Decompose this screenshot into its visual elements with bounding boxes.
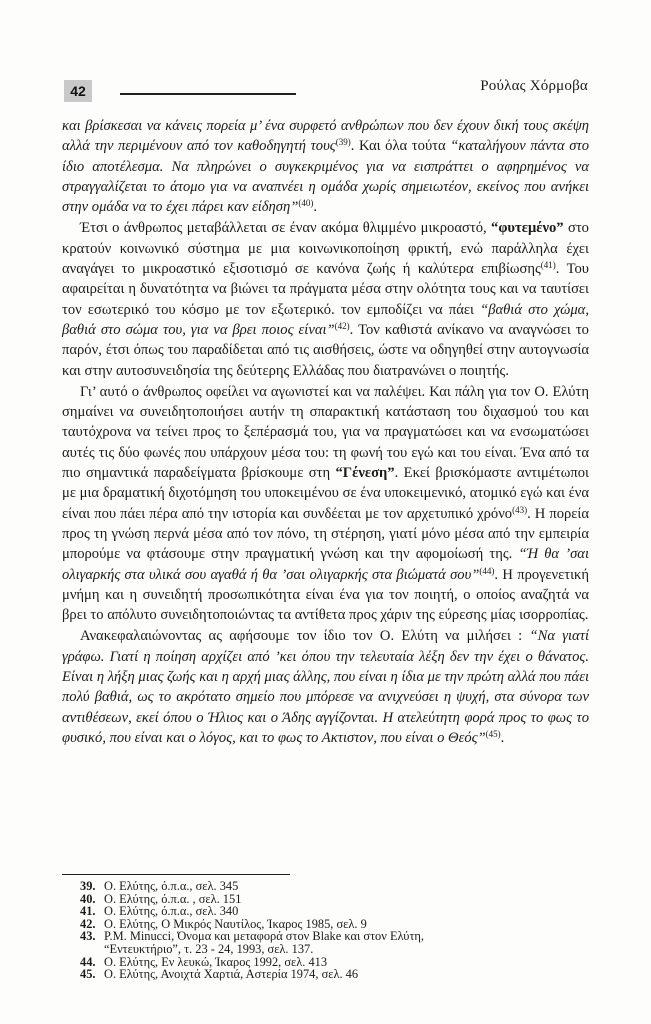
footnote-number: 44. <box>80 954 96 969</box>
quote-text: “Ή θα ’σαι ολιγαρκής στα υλικά σου αγαθά ή θα ’σαι ολιγαρκής στα βιώματά σου” <box>62 546 589 583</box>
body-run: . Η πορεία προς τη γνώση περνά μέσα από τον πόνο, τη στέρηση, γιατί μόνο μέσα από την εμπειρία μπορούμε να φτάσουμε στην πραγματική γνώση και την αφομοίωσή της. <box>62 505 589 563</box>
footnote-number: 42. <box>80 916 96 931</box>
body-run: . Η προγενετική μνήμη και η συνειδητή προσωπικότητα είναι ένα για τον ποιητή, ο οποίος αναζητά να βρει το απόλυτο συνειδητοποιώντας τα αντίθετα προς χάριν της εύρεσης μίας ισορροπίας. <box>62 566 589 624</box>
body-run: . <box>313 199 317 216</box>
footnote-ref: (39) <box>335 137 351 148</box>
body-run: . Του αφαιρείται η δυνατότητα να βιώνει τα πράγματα μέσα στην ολότητα τους και να ταυτίσει τον εσωτερικό του κόσμο με τον εξωτερικό. τον εμποδίζει να πάει <box>62 261 589 318</box>
running-head: Ρούλας Χόρμοβα <box>480 78 588 94</box>
emphasis-text: “Γένεση” <box>335 465 395 482</box>
footnote <box>80 968 580 981</box>
footnote <box>80 930 580 955</box>
footnote <box>80 905 580 918</box>
footnote-ref: (45) <box>485 728 501 739</box>
body-run: στο κρατούν κοινωνικό σύστημα με μια κοινωνικοποίηση φρικτή, ενώ παράλληλα έχει αναγάγει το μικροαστικό εξισοτισμό σε κανόνα ζωής ή καλύτερα επιβίωσης <box>62 220 589 278</box>
emphasis-text: “φυτεμένο” <box>491 220 564 237</box>
footnote-ref: (40) <box>298 198 314 209</box>
footnote-text: Ο. Ελύτης, ό.π.α., σελ. 345 <box>104 879 239 893</box>
quote-text: “καταλήγουν πάντα στο ίδιο αποτέλεσμα. Να πληρώνει ο συγκεκριμένος για να εισπράττει ο αφηρημένος να στραγγαλίζεται το άτομο για να αναπνέει η ομάδα χωρίς σημειωτέον, εκείνος που ανήκει στην ομάδα να το έχει πάρει καν είδηση” <box>62 138 589 216</box>
body-run: Έτσι ο άνθρωπος μεταβάλλεται σε έναν ακόμα θλιμμένο μικροαστό, <box>80 220 492 237</box>
body-run: . Τον καθιστά ανίκανο να αναγνώσει το παρόν, έτσι όπως του παραδίδεται από τις αισθήσεις, ώστε να οδηγηθεί στην αυτογνωσία και στην αυτοσυνειδησία της δεύτερης Ελλάδας που διατρανώνει ο ποιητής. <box>62 321 589 379</box>
footnote <box>80 880 580 893</box>
quote-text: “βαθιά στο χώμα, βαθιά στο σώμα του, για να βρει ποιος είναι” <box>62 301 589 338</box>
footnote-ref: (43) <box>512 504 528 515</box>
footnote-number: 39. <box>80 879 96 893</box>
footnote-ref: (42) <box>334 320 350 331</box>
body-run: . <box>500 729 505 746</box>
page-header <box>62 76 592 106</box>
footnotes <box>80 880 580 981</box>
footnote-text: Ο. Ελύτης, ό.π.α. , σελ. 151 <box>104 891 242 906</box>
footnote-line: “Εντευκτήριο”, τ. 23 - 24, 1993, σελ. 137. <box>104 941 314 956</box>
paragraph-2 <box>62 218 589 380</box>
page-number: 42 <box>64 80 92 102</box>
footnote-text: Ο. Ελύτης, Ανοιχτά Χαρτιά, Αστερία 1974, σελ. 46 <box>104 967 359 982</box>
footnote-number: 40. <box>80 891 96 906</box>
footnote-line: P.M. Minucci, Όνομα και μεταφορά στον Blake και στον Ελύτη, <box>104 929 424 944</box>
body-text <box>62 116 589 748</box>
body-run: Γι’ αυτό ο άνθρωπος οφείλει να αγωνιστεί και να παλέψει. Και πάλη για τον Ο. Ελύτη σημαίνει να συνειδητοποιήσει αυτήν τη σπαρακτική κατάσταση του διχασμού του και ταυτόχρονα να τείνει προς το ξεπέρασμά του, για να πραγματώσει και να ενσωματώσει αυτές τις δύο φωνές που υπάρχουν μέσα του: τη φωνή του εγώ και του είναι. Ένα από τα πιο σημαντικά παραδείγματα βρίσκουμε στη <box>62 383 589 482</box>
paragraph-3 <box>62 382 589 626</box>
paragraph-1 <box>62 116 589 217</box>
footnote-text: Ο. Ελύτης, Εν λευκώ, Ίκαρος 1992, σελ. 413 <box>104 954 328 969</box>
footnote-ref: (41) <box>540 260 556 271</box>
footnote-rule <box>62 874 290 875</box>
footnote-number: 45. <box>80 967 96 982</box>
footnote-number: 41. <box>80 904 96 919</box>
body-run: . Και όλα τούτα <box>350 138 451 155</box>
footnote-text <box>104 930 580 955</box>
quote-text: “Να γιατί γράφω. Γιατί η ποίηση αρχίζει από ’κει όπου την τελευταία λέξη δεν την έχει ο θάνατος. Είναι η λήξη μιας ζωής και η αρχή μιας άλλης, που είναι η ίδια με την πρώτη αλλά που πάει πολύ βαθιά, ως το ακρότατο σημείο που μπόρεσε να ανιχνεύσει η ψυχή, στα σύνορα των αντιθέσεων, εκεί όπου ο Ήλιος και ο Άδης αγγίζονται. Η ατελεύτητη φορά προς το φως το φυσικό, που είναι και ο λόγος, και το φως το Ακτιστον, που είναι ο Θεός” <box>62 628 589 746</box>
body-run: . Εκεί βρισκόμαστε αντιμέτωποι με μια δραματική διχοτόμηση του υποκειμένου σε ένα υποκειμενικό, ατομικό εγώ και ένα είναι που πάει πέρα από την ιστορία και συνδέεται με τον αρχετυπικό χρόνο <box>62 465 589 522</box>
header-rule <box>120 93 296 95</box>
footnote-number: 43. <box>80 929 96 944</box>
paragraph-4 <box>62 626 589 748</box>
quote-text: και βρίσκεσαι να κάνεις πορεία μ’ ένα συρφετό ανθρώπων που δεν έχουν δική τους σκέψη αλλά την περιμένουν από τον καθοδηγητή τους <box>62 118 589 155</box>
body-run: Ανακεφαλαιώνοντας ας αφήσουμε τον ίδιο τον Ο. Ελύτη να μιλήσει : <box>80 628 530 645</box>
footnote-ref: (44) <box>479 565 495 576</box>
footnote-text: Ο. Ελύτης, Ο Μικρός Ναυτίλος, Ίκαρος 1985, σελ. 9 <box>104 916 367 931</box>
footnote-text: Ο. Ελύτης, ό.π.α., σελ. 340 <box>104 904 239 919</box>
